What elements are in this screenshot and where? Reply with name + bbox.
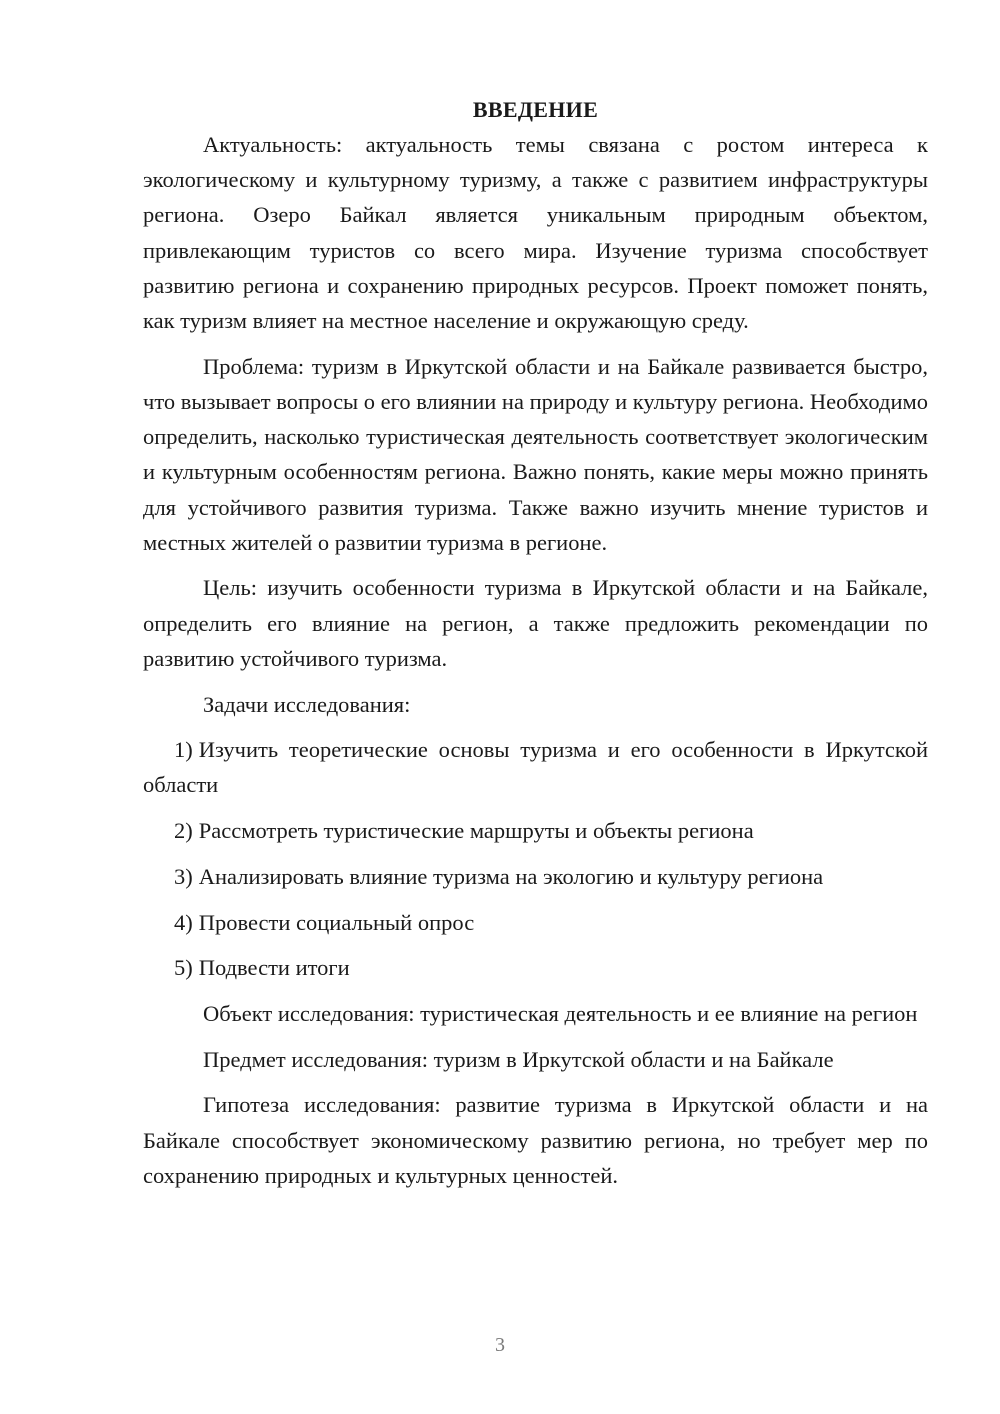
list-item-text: Изучить теоретические основы туризма и его особенности в Иркутской области bbox=[143, 737, 928, 798]
list-item-number: 5) bbox=[174, 955, 193, 981]
paragraph-problem: Проблема: туризм в Иркутской области и на Байкале развивается быстро, что вызывает вопросы о его влиянии на природу и культуру региона. Необходимо определить, насколько туристическая деятельность соответствует экологическим и культурным особенностям региона. Важно понять, какие меры можно принять для устойчивого развития туризма. Также важно изучить мнение туристов и местных жителей о развитии туризма в регионе. bbox=[143, 353, 928, 555]
list-item-text: Провести социальный опрос bbox=[198, 909, 475, 935]
page-number: 3 bbox=[495, 1334, 505, 1356]
list-item-text: Подвести итоги bbox=[198, 955, 350, 981]
page-title: ВВЕДЕНИЕ bbox=[472, 97, 599, 122]
list-item-text: Рассмотреть туристические маршруты и объекты региона bbox=[198, 818, 754, 844]
list-item-number: 3) bbox=[174, 863, 193, 889]
paragraph-object: Объект исследования: туристическая деятельность и ее влияние на регион bbox=[203, 1000, 918, 1026]
list-item bbox=[143, 813, 928, 848]
list-item bbox=[143, 859, 928, 894]
list-item-number: 2) bbox=[174, 818, 193, 844]
tasks-heading: Задачи исследования: bbox=[203, 691, 411, 717]
list-item-number: 4) bbox=[174, 909, 193, 935]
paragraph-subject: Предмет исследования: туризм в Иркутской области и на Байкале bbox=[203, 1046, 834, 1072]
list-item-number: 1) bbox=[174, 737, 193, 763]
tasks-list bbox=[143, 732, 928, 985]
document-page bbox=[143, 92, 928, 1203]
list-item bbox=[143, 950, 928, 985]
list-item-text: Анализировать влияние туризма на экологию и культуру региона bbox=[198, 863, 824, 889]
list-item bbox=[143, 732, 928, 802]
paragraph-relevance: Актуальность: актуальность темы связана с ростом интереса к экологическому и культурному туризму, а также с развитием инфраструктуры региона. Озеро Байкал является уникальным природным объектом, привлекающим туристов со всего мира. Изучение туризма способствует развитию региона и сохранению природных ресурсов. Проект поможет понять, как туризм влияет на местное население и окружающую среду. bbox=[143, 132, 928, 334]
paragraph-goal: Цель: изучить особенности туризма в Иркутской области и на Байкале, определить его влияние на регион, а также предложить рекомендации по развитию устойчивого туризма. bbox=[143, 575, 928, 671]
paragraph-hypothesis: Гипотеза исследования: развитие туризма в Иркутской области и на Байкале способствует экономическому развитию региона, но требует мер по сохранению природных и культурных ценностей. bbox=[143, 1092, 928, 1188]
list-item bbox=[143, 905, 928, 940]
